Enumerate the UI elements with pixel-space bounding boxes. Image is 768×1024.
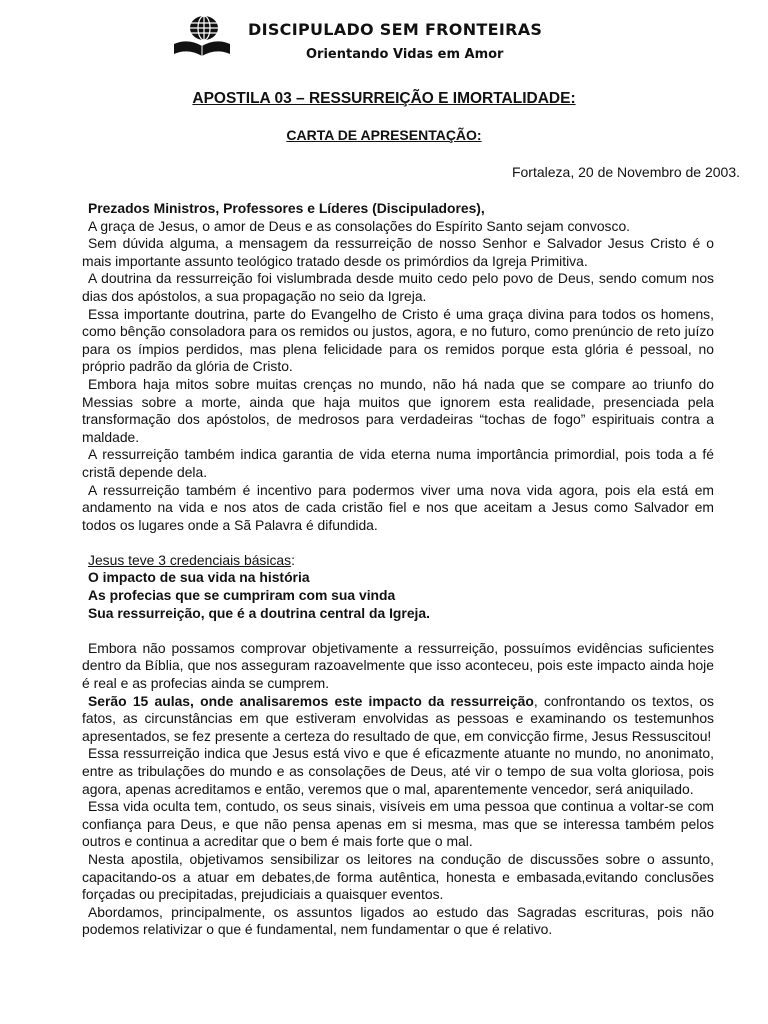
dateline: Fortaleza, 20 de Novembro de 2003. (511, 164, 740, 180)
paragraph: Embora não possamos comprovar objetivamente a ressurreição, possuímos evidências suficientes dentro da Bíblia, que nos asseguram razoavelmente que isso aconteceu, pois este impacto ainda hoje é real e as profecias ainda se cumprem. (82, 639, 714, 692)
spacer (82, 534, 714, 552)
paragraph: Nesta apostila, objetivamos sensibilizar os leitores na condução de discussões sobre o assunto, capacitando-os a atuar em debates,de forma autêntica, honesta e embasada,evitando conclusões forçadas ou precipitadas, prejudiciais a quaisquer eventos. (82, 850, 714, 903)
salutation: Prezados Ministros, Professores e Líderes (Discipuladores), (88, 200, 485, 216)
document-title: APOSTILA 03 – RESSURREIÇÃO E IMORTALIDADE: (192, 90, 576, 107)
paragraph: A ressurreição também é incentivo para podermos viver uma nova vida agora, pois ela está em andamento na vida e nos atos de cada cristão fiel e nos que aceitam a Jesus como Salvador em todos os lugares onde a Sã Palavra é difundida. (82, 481, 714, 533)
credentials-heading: Jesus teve 3 credenciais básicas (88, 551, 292, 568)
paragraph: Essa ressurreição indica que Jesus está vivo e que é eficazmente atuante no mundo, no anonimato, entre as tribulações do mundo e as consolações de Deus, até vir o tempo de sua volta gloriosa, pois agora, apenas acreditamos e então, veremos que o mal, aparentemente vencedor, será aniquilado. (82, 745, 714, 797)
credentials-heading-suffix: : (291, 551, 295, 568)
credential-item: Sua ressurreição, que é a doutrina central da Igreja. (88, 604, 430, 621)
paragraph: Essa importante doutrina, parte do Evangelho de Cristo é uma graça divina para todos os homens, como bênção consoladora para os remidos ou justos, agora, e no futuro, como prenúncio de reto juízo para os ímpios perdidos, mas plena felicidade para os remidos porque esta glória é pessoal, no próprio padrão da glória de Cristo. (82, 305, 714, 375)
paragraph-bold-lead: Serão 15 aulas, onde analisaremos este impacto da ressurreição (88, 692, 534, 709)
paragraph: A doutrina da ressurreição foi vislumbrada desde muito cedo pelo povo de Deus, sendo comum nos dias dos apóstolos, a sua propagação no seio da Igreja. (82, 270, 714, 304)
paragraph: Essa vida oculta tem, contudo, os seus sinais, visíveis em uma pessoa que continua a voltar-se com confiança para Deus, e que não pensa apenas em si mesma, mas que se interessa também pelos outros e continua a acreditar que o bem é mais forte que o mal. (82, 798, 714, 850)
spacer (82, 622, 714, 640)
paragraph-rest: , confrontando os textos, os fatos, as circunstâncias em que estiveram envolvidas as pessoas e examinando os testemunhos apresentados, se fez presente a certeza do resultado de que, em convicção firme, Jesus Ressuscitou! (82, 692, 714, 744)
document-subtitle: CARTA DE APRESENTAÇÃO: (286, 127, 482, 143)
letter-body (82, 200, 714, 939)
credentials-heading-line (82, 552, 714, 570)
credential-item: As profecias que se cumpriram com sua vinda (88, 587, 396, 604)
paragraph (82, 693, 714, 746)
organization-name: DISCIPULADO SEM FRONTEIRAS (248, 20, 543, 39)
paragraph: Sem dúvida alguma, a mensagem da ressurreição de nosso Senhor e Salvador Jesus Cristo é o mais importante assunto teológico tratado desde os primórdios da Igreja Primitiva. (82, 235, 714, 269)
globe-and-open-bible-icon (170, 14, 234, 58)
paragraph: A graça de Jesus, o amor de Deus e as consolações do Espírito Santo sejam convosco. (88, 217, 631, 234)
credential-item: O impacto de sua vida na história (88, 569, 310, 586)
organization-tagline: Orientando Vidas em Amor (306, 47, 504, 62)
paragraph: A ressurreição também indica garantia de vida eterna numa importância primordial, pois toda a fé cristã depende dela. (82, 446, 714, 480)
paragraph: Embora haja mitos sobre muitas crenças no mundo, não há nada que se compare ao triunfo do Messias sobre a morte, ainda que haja muitos que ignorem esta realidade, presenciada pela transformação dos apóstolos, de medrosos para verdadeiras “tochas de fogo” espirituais contra a maldade. (82, 375, 714, 445)
paragraph: Abordamos, principalmente, os assuntos ligados ao estudo das Sagradas escrituras, pois não podemos relativizar o que é fundamental, nem fundamentar o que é relativo. (82, 903, 714, 938)
